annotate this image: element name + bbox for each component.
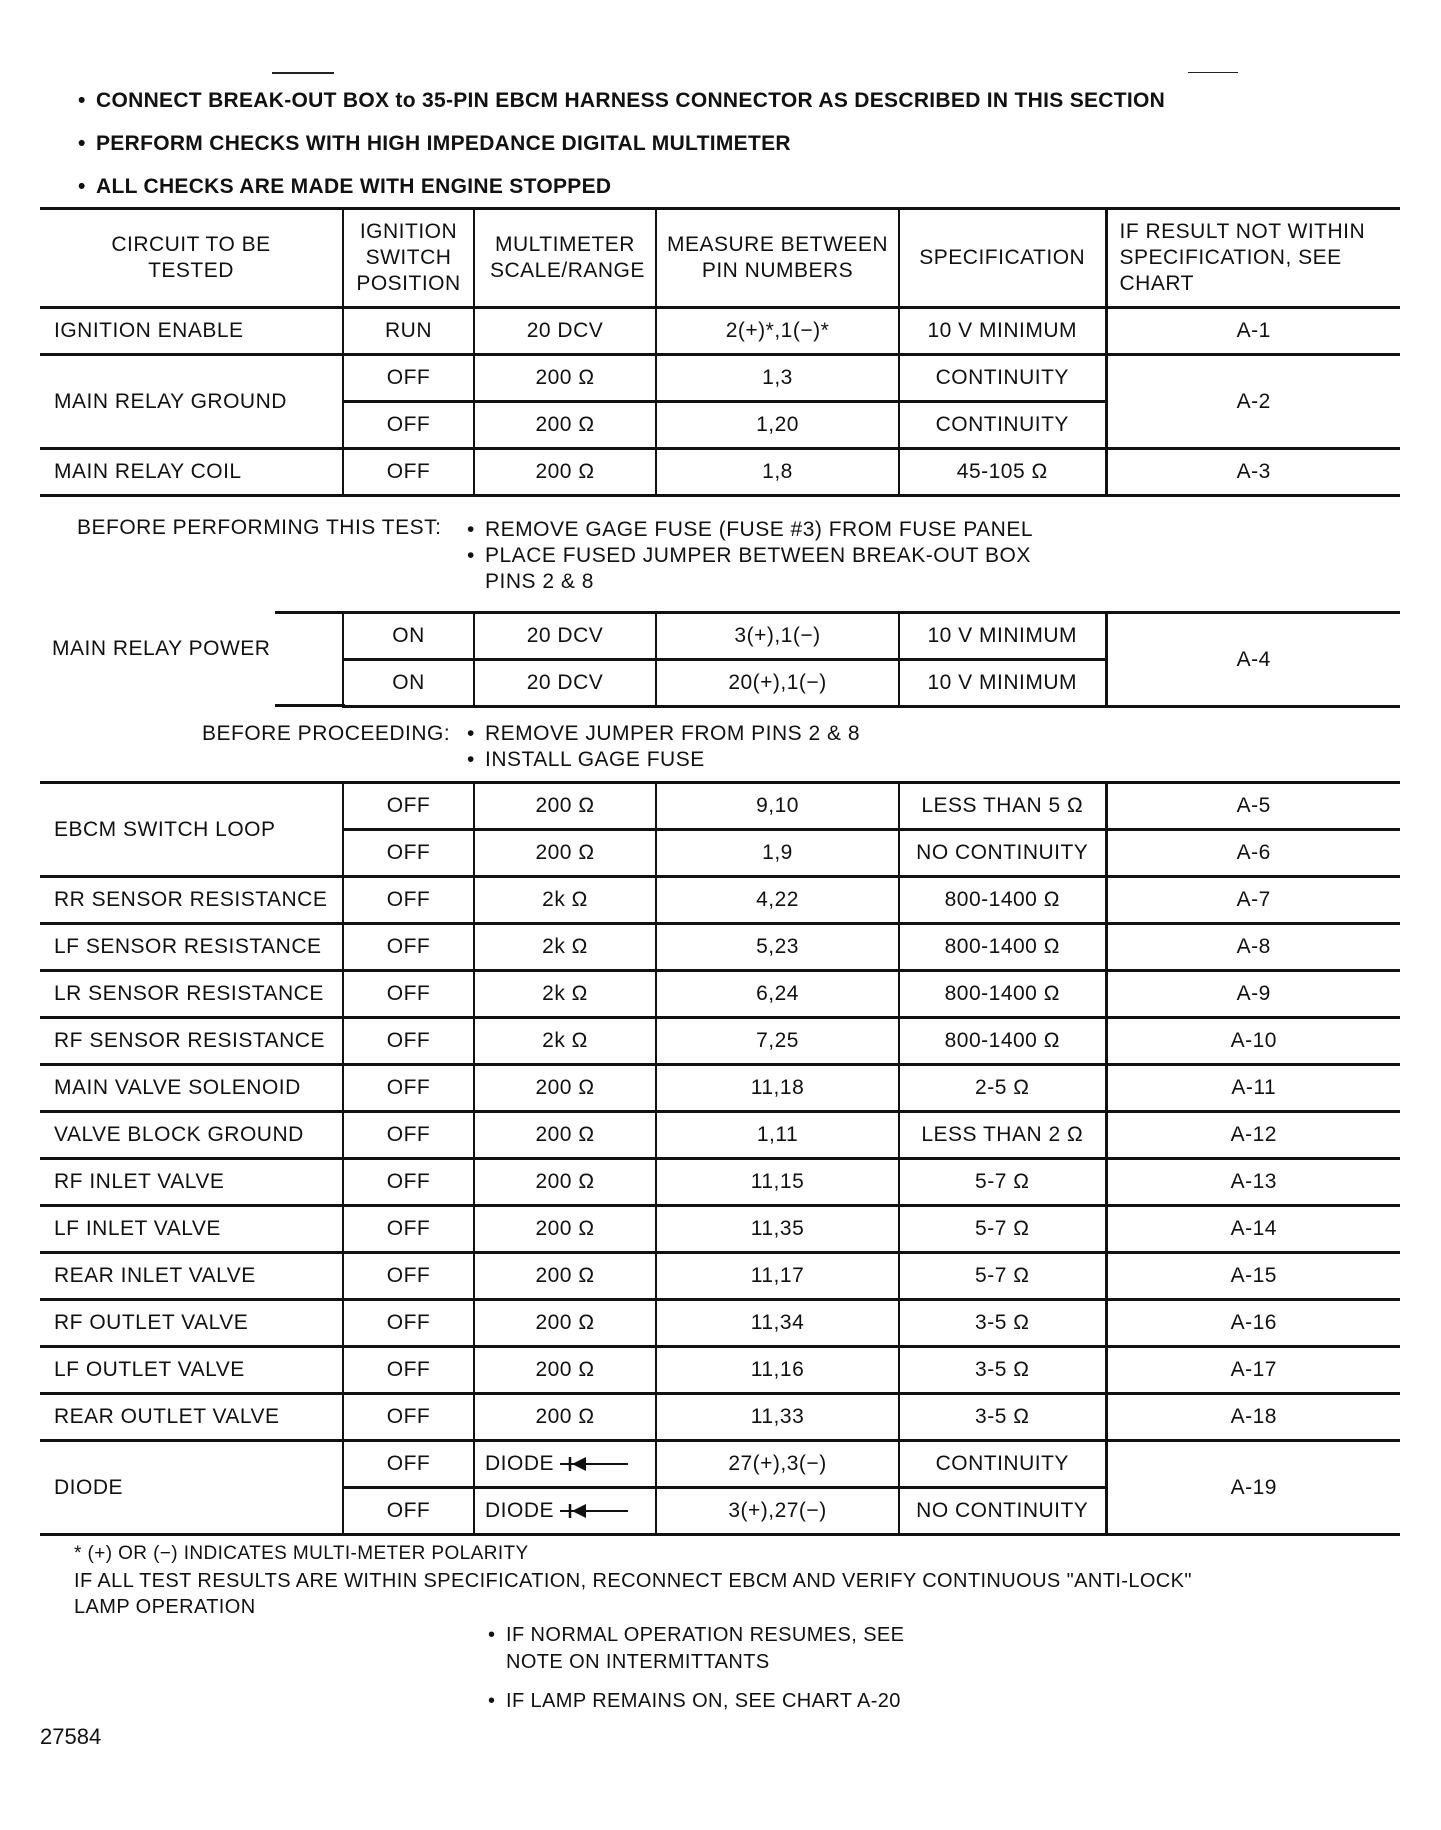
chart-cell: A-8 [1106,924,1400,971]
chart-cell: A-1 [1106,308,1400,355]
table-row [40,1441,1400,1488]
footer-instruction-line: IF ALL TEST RESULTS ARE WITHIN SPECIFICATION, RECONNECT EBCM AND VERIFY CONTINUOUS "ANTI-LOCK" [74,1570,1192,1592]
ignition-cell: OFF [343,1394,474,1441]
ignition-cell: OFF [343,1300,474,1347]
scale-cell: 200 Ω [474,1112,656,1159]
table-row [40,355,1400,402]
circuit-cell: LR SENSOR RESISTANCE [40,971,343,1018]
before-test-item: • PLACE FUSED JUMPER BETWEEN BREAK-OUT BOX PINS 2 & 8 [467,544,1031,593]
table-row [40,1300,1400,1347]
before-test-items [467,517,1085,595]
table-row [40,1347,1400,1394]
before-test-item: • REMOVE GAGE FUSE (FUSE #3) FROM FUSE PANEL [467,518,1034,541]
ignition-cell: OFF [343,1065,474,1112]
table-row [40,1159,1400,1206]
chart-cell: A-5 [1106,783,1400,830]
scale-cell: 2k Ω [474,1018,656,1065]
circuit-cell: LF INLET VALVE [40,1206,343,1253]
circuit-cell: RR SENSOR RESISTANCE [40,877,343,924]
table-row [40,877,1400,924]
scale-cell: 200 Ω [474,402,656,449]
circuit-label-main-relay-power: MAIN RELAY POWER [52,637,271,660]
circuit-cell: RF SENSOR RESISTANCE [40,1018,343,1065]
column-header-spec: SPECIFICATION [899,209,1106,308]
pins-cell: 11,16 [656,1347,899,1394]
chart-cell: A-9 [1106,971,1400,1018]
scale-cell: DIODE [474,1441,656,1488]
before-test-label: BEFORE PERFORMING THIS TEST: [77,516,442,539]
ignition-cell: RUN [343,308,474,355]
pins-cell: 11,17 [656,1253,899,1300]
ignition-cell: OFF [343,402,474,449]
table-row [40,1394,1400,1441]
scale-cell: 200 Ω [474,783,656,830]
ignition-cell: OFF [343,355,474,402]
ignition-cell: OFF [343,1488,474,1535]
chart-cell: A-13 [1106,1159,1400,1206]
ignition-cell: OFF [343,1112,474,1159]
before-proceeding-items [467,721,860,773]
header-bullet: • ALL CHECKS ARE MADE WITH ENGINE STOPPED [78,175,612,198]
spec-cell: 3-5 Ω [899,1394,1106,1441]
rule [275,611,345,614]
scale-cell: DIODE [474,1488,656,1535]
circuit-cell: RF OUTLET VALVE [40,1300,343,1347]
scale-cell: 200 Ω [474,1394,656,1441]
spec-cell: CONTINUITY [899,1441,1106,1488]
ignition-cell: OFF [343,1347,474,1394]
ignition-cell: OFF [343,1441,474,1488]
table-row [40,308,1400,355]
ignition-cell: OFF [343,449,474,496]
test-table-section-3 [40,781,1400,1536]
spec-cell: 800-1400 Ω [899,877,1106,924]
chart-cell: A-12 [1106,1112,1400,1159]
footer-instruction-line: LAMP OPERATION [74,1596,256,1618]
pins-cell: 1,11 [656,1112,899,1159]
test-table-section-1 [40,207,1400,497]
circuit-cell: MAIN VALVE SOLENOID [40,1065,343,1112]
chart-cell: A-19 [1106,1441,1400,1535]
column-header-circuit: CIRCUIT TO BE TESTED [40,209,343,308]
pins-cell: 2(+)*,1(−)* [656,308,899,355]
spec-cell: 5-7 Ω [899,1206,1106,1253]
diode-symbol-icon [558,1455,630,1473]
spec-cell: 3-5 Ω [899,1347,1106,1394]
chart-cell: A-14 [1106,1206,1400,1253]
footer-bullet: • IF LAMP REMAINS ON, SEE CHART A-20 [488,1690,901,1712]
ignition-cell: OFF [343,783,474,830]
chart-cell: A-10 [1106,1018,1400,1065]
pins-cell: 1,3 [656,355,899,402]
top-rule-mark [272,72,334,74]
spec-cell: 10 V MINIMUM [899,308,1106,355]
pins-cell: 6,24 [656,971,899,1018]
circuit-cell: REAR OUTLET VALVE [40,1394,343,1441]
table-row [40,1206,1400,1253]
figure-number: 27584 [40,1724,102,1749]
circuit-cell: VALVE BLOCK GROUND [40,1112,343,1159]
pins-cell: 27(+),3(−) [656,1441,899,1488]
pins-cell: 1,8 [656,449,899,496]
before-proceeding-item: • INSTALL GAGE FUSE [467,748,705,771]
header-bullets [78,84,1165,213]
table-row [40,449,1400,496]
column-header-scale: MULTIMETER SCALE/RANGE [474,209,656,308]
pins-cell: 1,20 [656,402,899,449]
column-header-ignition: IGNITION SWITCH POSITION [343,209,474,308]
table-row [40,1112,1400,1159]
column-header-chart: IF RESULT NOT WITHIN SPECIFICATION, SEE CHART [1106,209,1400,308]
chart-cell: A-2 [1106,355,1400,449]
scale-cell: 200 Ω [474,1159,656,1206]
scale-cell: 20 DCV [474,308,656,355]
table-row [40,924,1400,971]
spec-cell: 800-1400 Ω [899,971,1106,1018]
spec-cell: NO CONTINUITY [899,830,1106,877]
pins-cell: 5,23 [656,924,899,971]
spec-cell: LESS THAN 2 Ω [899,1112,1106,1159]
pins-cell: 7,25 [656,1018,899,1065]
pins-cell: 11,18 [656,1065,899,1112]
spec-cell: 2-5 Ω [899,1065,1106,1112]
polarity-footnote: * (+) OR (−) INDICATES MULTI-METER POLARITY [74,1543,529,1564]
spec-cell: 5-7 Ω [899,1159,1106,1206]
ignition-cell: OFF [343,1206,474,1253]
spec-cell: 800-1400 Ω [899,924,1106,971]
scale-cell: 2k Ω [474,877,656,924]
circuit-cell: DIODE [40,1441,343,1535]
scale-cell: 200 Ω [474,1253,656,1300]
scale-cell: 200 Ω [474,1065,656,1112]
pins-cell: 3(+),1(−) [656,613,899,660]
ignition-cell: OFF [343,971,474,1018]
chart-cell: A-17 [1106,1347,1400,1394]
before-proceeding-label: BEFORE PROCEEDING: [202,722,451,745]
chart-cell: A-16 [1106,1300,1400,1347]
pins-cell: 3(+),27(−) [656,1488,899,1535]
chart-cell: A-3 [1106,449,1400,496]
spec-cell: 45-105 Ω [899,449,1106,496]
pins-cell: 11,33 [656,1394,899,1441]
scale-cell: 2k Ω [474,971,656,1018]
spec-cell: 5-7 Ω [899,1253,1106,1300]
spec-cell: CONTINUITY [899,402,1106,449]
table-row [40,971,1400,1018]
ignition-cell: OFF [343,830,474,877]
circuit-cell: LF OUTLET VALVE [40,1347,343,1394]
spec-cell: 800-1400 Ω [899,1018,1106,1065]
diode-symbol-icon [558,1502,630,1520]
scale-cell: 20 DCV [474,613,656,660]
chart-cell: A-11 [1106,1065,1400,1112]
circuit-cell: MAIN RELAY COIL [40,449,343,496]
pins-cell: 11,15 [656,1159,899,1206]
scale-cell: 200 Ω [474,830,656,877]
header-bullet: • PERFORM CHECKS WITH HIGH IMPEDANCE DIGITAL MULTIMETER [78,132,791,155]
pins-cell: 9,10 [656,783,899,830]
chart-cell: A-6 [1106,830,1400,877]
footer-bullet: • IF NORMAL OPERATION RESUMES, SEE NOTE ON INTERMITTANTS [488,1624,905,1673]
ignition-cell: OFF [343,1159,474,1206]
scale-cell: 200 Ω [474,1300,656,1347]
pins-cell: 4,22 [656,877,899,924]
pins-cell: 11,35 [656,1206,899,1253]
scale-cell: 200 Ω [474,1206,656,1253]
pins-cell: 1,9 [656,830,899,877]
circuit-cell: EBCM SWITCH LOOP [40,783,343,877]
chart-cell: A-7 [1106,877,1400,924]
table-row [40,1253,1400,1300]
scale-cell: 200 Ω [474,355,656,402]
table-row [40,1065,1400,1112]
scale-cell: 20 DCV [474,660,656,707]
circuit-cell: IGNITION ENABLE [40,308,343,355]
table-row [40,783,1400,830]
column-header-pins: MEASURE BETWEEN PIN NUMBERS [656,209,899,308]
spec-cell: LESS THAN 5 Ω [899,783,1106,830]
circuit-cell: MAIN RELAY GROUND [40,355,343,449]
chart-cell: A-18 [1106,1394,1400,1441]
spec-cell: 10 V MINIMUM [899,613,1106,660]
top-rule-mark [1188,72,1238,73]
scale-cell: 200 Ω [474,449,656,496]
spec-cell: NO CONTINUITY [899,1488,1106,1535]
pins-cell: 20(+),1(−) [656,660,899,707]
chart-cell: A-15 [1106,1253,1400,1300]
table-header-row [40,209,1400,308]
ignition-cell: OFF [343,924,474,971]
table-row [40,1018,1400,1065]
spec-cell: CONTINUITY [899,355,1106,402]
ignition-cell: OFF [343,1018,474,1065]
spec-cell: 3-5 Ω [899,1300,1106,1347]
ignition-cell: ON [343,660,474,707]
circuit-cell: RF INLET VALVE [40,1159,343,1206]
spec-cell: 10 V MINIMUM [899,660,1106,707]
before-proceeding-item: • REMOVE JUMPER FROM PINS 2 & 8 [467,722,861,745]
scale-cell: 2k Ω [474,924,656,971]
rule [275,704,345,707]
before-test-note [77,515,441,541]
pins-cell: 11,34 [656,1300,899,1347]
ignition-cell: OFF [343,1253,474,1300]
chart-cell: A-4 [1106,613,1400,707]
circuit-cell: LF SENSOR RESISTANCE [40,924,343,971]
ignition-cell: ON [343,613,474,660]
header-bullet: • CONNECT BREAK-OUT BOX to 35-PIN EBCM HARNESS CONNECTOR AS DESCRIBED IN THIS SECTION [78,89,1166,112]
circuit-cell: REAR INLET VALVE [40,1253,343,1300]
scale-cell: 200 Ω [474,1347,656,1394]
ignition-cell: OFF [343,877,474,924]
